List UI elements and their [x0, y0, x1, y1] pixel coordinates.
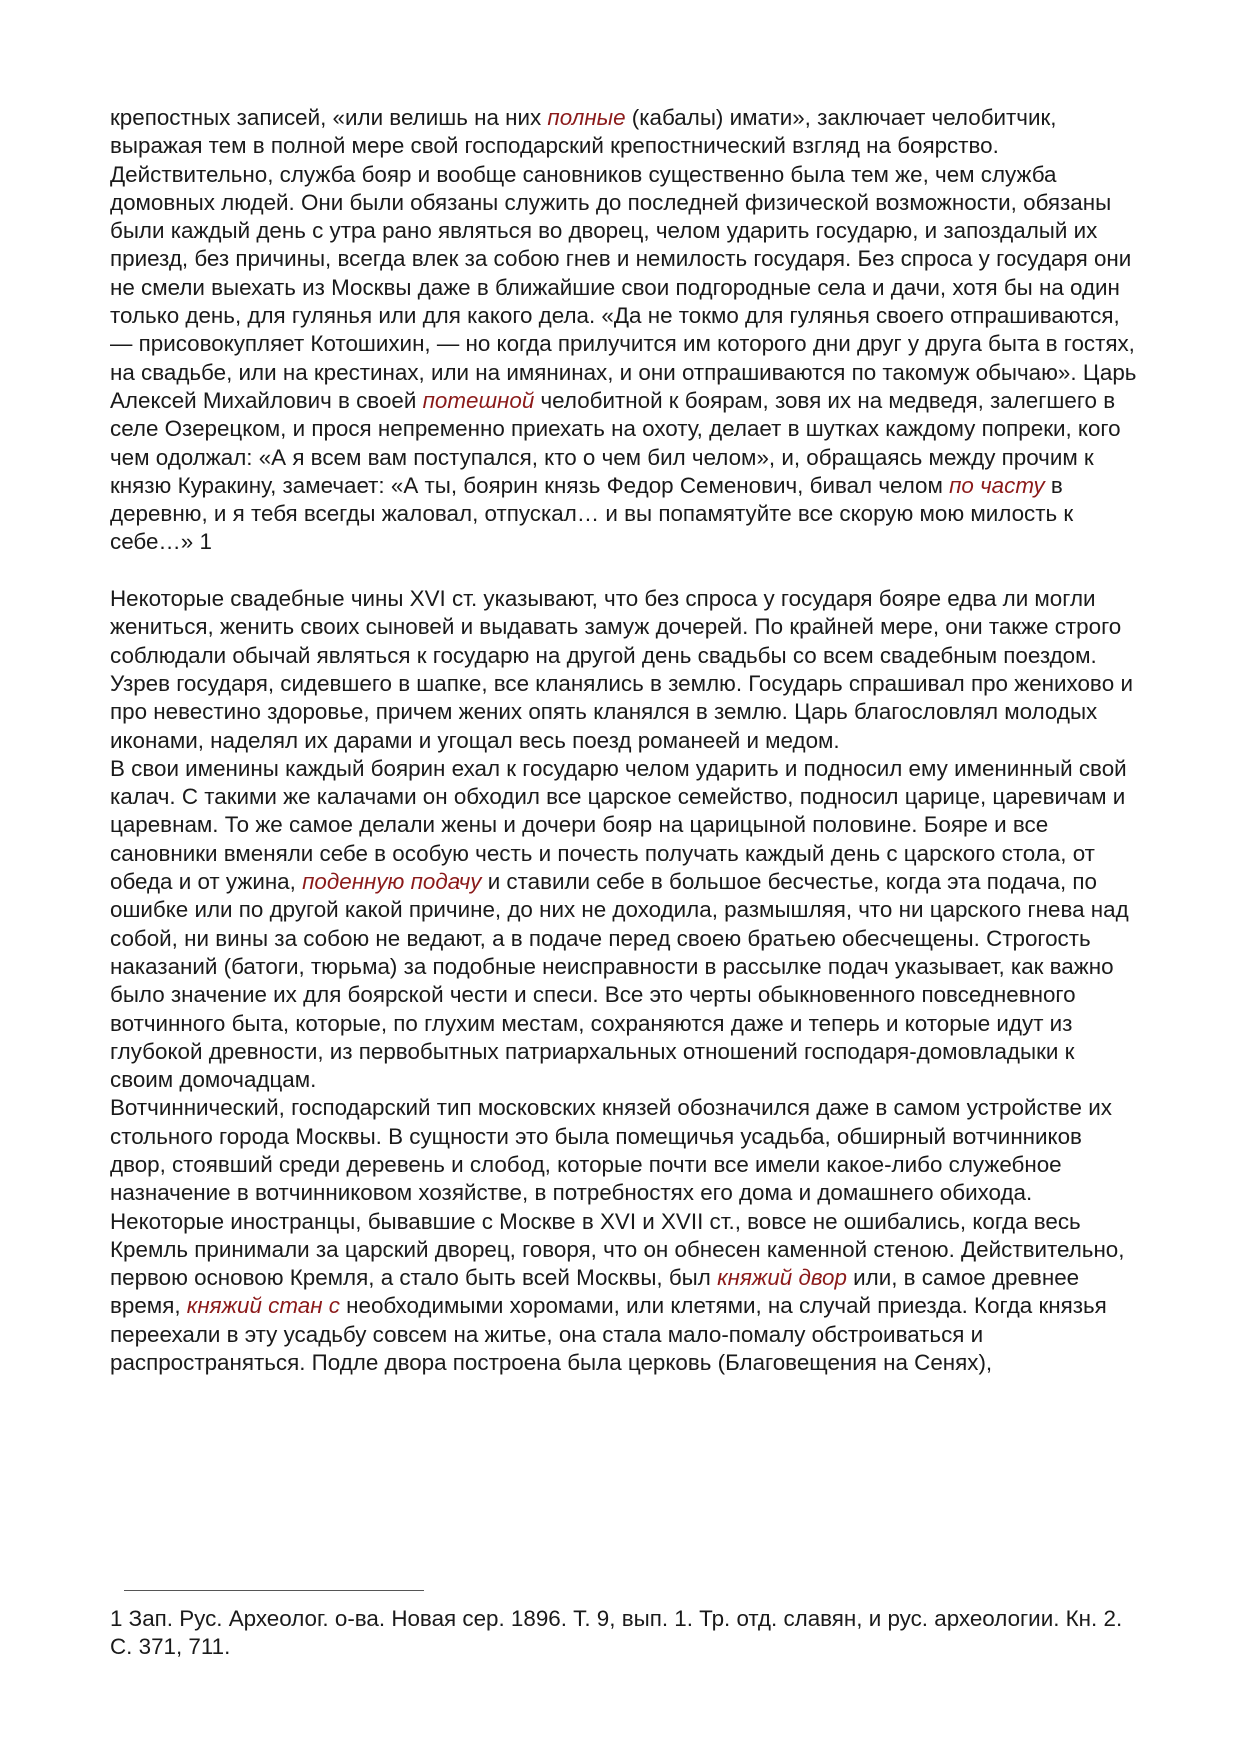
highlighted-term: поденную подачу	[302, 869, 482, 895]
footnote-text: 1 Зап. Рус. Археолог. о-ва. Новая сер. 1896. Т. 9, вып. 1. Тр. отд. славян, и рус. археологии. Кн. 2. С. 371, 711.	[110, 1606, 1123, 1660]
text-run: Вотчиннический, господарский тип московских князей обозначился даже в самом устройстве их стольного города Москвы. В сущности это была помещичья усадьба, обширный вотчинников двор, стоявший среди деревень и слобод, которые почти все имели какое-либо служебное назначение в вотчинниковом хозяйстве, в потребностях его дома и домашнего обихода. Некоторые иностранцы, бывавшие с Москве в XVI и XVII ст., вовсе не ошибались, когда весь Кремль принимали за царский дворец, говоря, что он обнесен каменной стеною. Действительно, первою основою Кремля, а стало быть всей Москвы, был	[110, 1095, 1125, 1291]
text-run: Действительно, служба бояр и вообще сановников существенно была тем же, чем служба домовных людей. Они были обязаны служить до последней физической возможности, обязаны были каждый день с утра рано являться во дворец, челом ударить государю, и запоздалый их приезд, без причины, всегда влек за собою гнев и немилость государя. Без спроса у государя они не смели выехать из Москвы даже в ближайшие свои подгородные села и дачи, хотя бы на один только день, для гулянья или для какого дела. «Да не токмо для гулянья своего отпрашиваются, — присовокупляет Котошихин, — но когда прилучится им которого дни друг у друга быта в гостях, на свадьбе, или на крестинах, или на имянинах, и они отпрашиваются по такомуж обычаю». Царь Алексей Михайлович в своей	[110, 161, 1137, 413]
text-run: и ставили себе в большое бесчестье, когда эта подача, по ошибке или по другой какой причине, до них не доходила, размышляя, что ни царского гнева над собой, ни вины за собою не ведают, а в подаче перед своею братьею обесчещены. Строгость наказаний (батоги, тюрьма) за подобные неисправности в рассылке подач указывает, как важно было значение их для боярской чести и спеси. Все это черты обыкновенного повседневного вотчинного быта, которые, по глухим местам, сохраняются даже и теперь и которые идут из глубокой древности, из первобытных патриархальных отношений господаря-домовладыки к своим домочадцам.	[110, 869, 1129, 1093]
text-run: в деревню, и я тебя всегды жаловал, отпускал… и вы попамятуйте все скорую мою милость к себе…» 1	[110, 472, 1074, 555]
highlighted-term: княжий двор	[717, 1265, 847, 1291]
highlighted-term: княжий стан с	[186, 1293, 340, 1319]
text-run: крепостных записей, «или велишь на них	[110, 105, 548, 130]
text-run: (кабалы) имати», заключает челобитчик, выражая тем в полной мере свой господарский крепостнический взгляд на боярство.	[110, 105, 1057, 159]
highlighted-term: полные	[547, 105, 626, 130]
paragraph-2	[110, 161, 1140, 557]
text-run: челобитной к боярам, зовя их на медведя, залегшего в селе Озерецком, и прося непременно приехать на охоту, делает в шутках каждому попреки, кого чем одолжал: «А я всем вам поступался, кто о чем бил челом», и, обращаясь между прочим к князю Куракину, замечает: «А ты, боярин князь Федор Семенович, бивал челом	[110, 387, 1121, 498]
paragraph-gap	[110, 557, 1140, 585]
footnote-separator	[124, 1590, 424, 1591]
highlighted-term: потешной	[422, 387, 535, 413]
highlighted-term: по часту	[949, 472, 1045, 498]
text-run: или, в самое древнее время,	[110, 1265, 1080, 1319]
text-run: необходимыми хоромами, или клетями, на случай приезда. Когда князья переехали в эту усадьбу совсем на житье, она стала мало-помалу обстроиваться и распространяться. Подле двора построена была церковь (Благовещения на Сенях),	[110, 1293, 1107, 1376]
text-run: В свои именины каждый боярин ехал к государю челом ударить и подносил ему именинный свой калач. С такими же калачами он обходил все царское семейство, подносил царице, царевичам и царевнам. То же самое делали жены и дочери бояр на царицыной половине. Бояре и все сановники вменяли себе в особую честь и почесть получать каждый день с царского стола, от обеда и от ужина,	[110, 755, 1127, 895]
footnote	[110, 1605, 1140, 1662]
document-body	[110, 104, 1140, 1377]
paragraph-4	[110, 755, 1140, 1095]
paragraph-1	[110, 104, 1140, 161]
text-run: Некоторые свадебные чины XVI ст. указывают, что без спроса у государя бояре едва ли могли жениться, женить своих сыновей и выдавать замуж дочерей. По крайней мере, они также строго соблюдали обычай являться к государю на другой день свадьбы со всем свадебным поездом. Узрев государя, сидевшего в шапке, все кланялись в землю. Государь спрашивал про жениховo и про невестино здоровье, причем жених опять кланялся в землю. Царь благословлял молодых иконами, наделял их дарами и угощал весь поезд романеей и медом.	[110, 586, 1133, 753]
paragraph-3	[110, 585, 1140, 755]
paragraph-5	[110, 1094, 1140, 1377]
